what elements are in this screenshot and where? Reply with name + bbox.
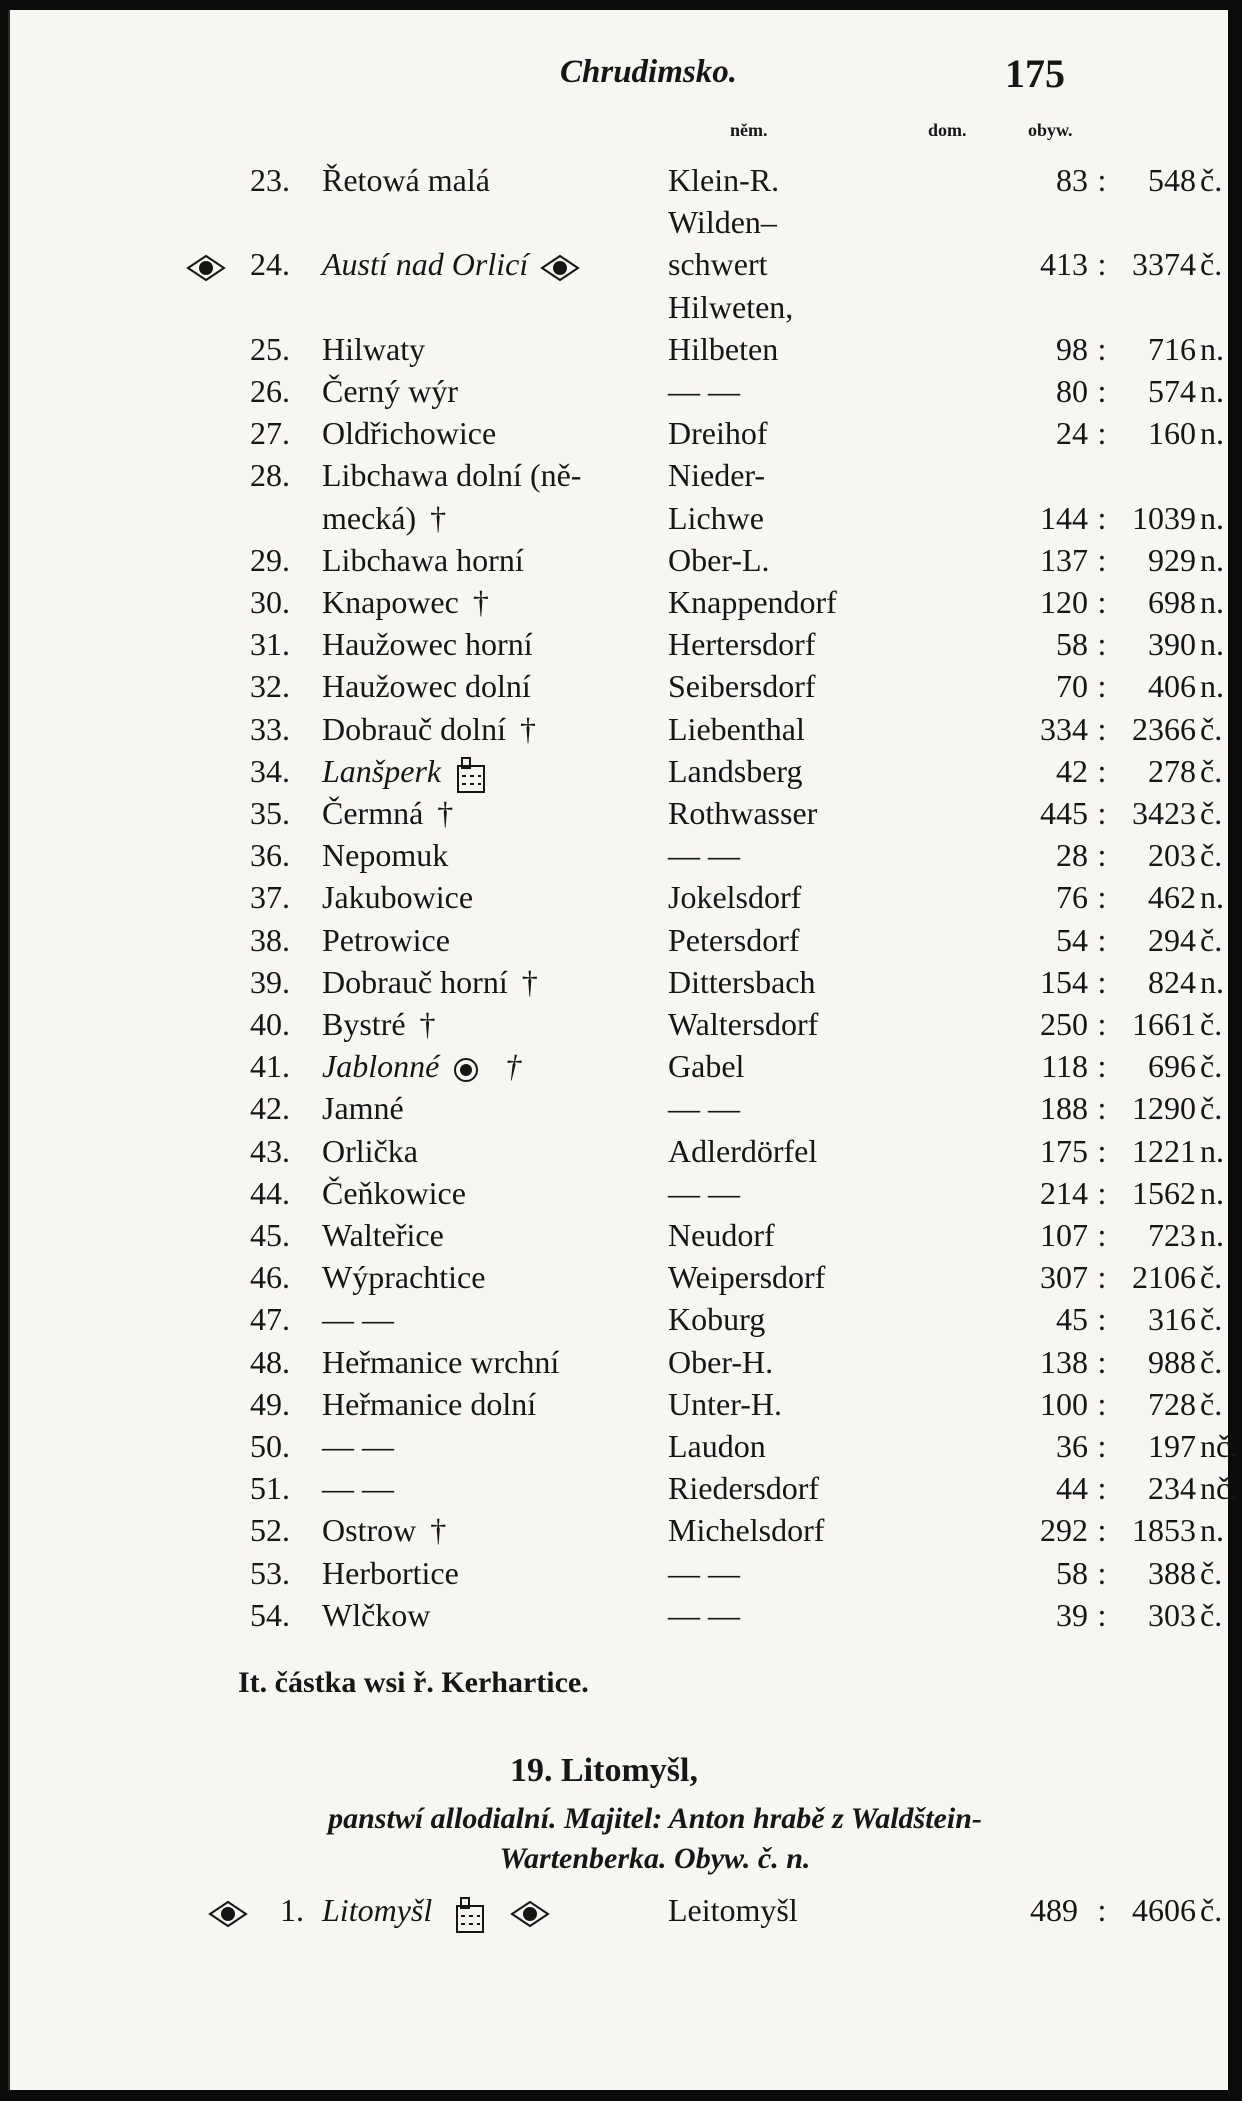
population-count: 548	[1148, 162, 1196, 198]
row-number: 53.	[250, 1554, 290, 1591]
row-number: 31.	[250, 626, 290, 663]
house-count: 107	[1040, 1217, 1088, 1253]
row-number: 48.	[250, 1343, 290, 1380]
population-count: 698	[1148, 584, 1196, 620]
population-count: 1853	[1132, 1512, 1196, 1549]
czech-name: mecká) †	[322, 499, 447, 536]
nationality-suffix: č.	[1200, 837, 1223, 874]
row-number: 38.	[250, 921, 290, 958]
column-header-houses: dom.	[928, 120, 967, 140]
house-count: 154	[1040, 963, 1088, 1000]
house-count: 76	[1056, 879, 1088, 916]
house-count: 83	[1056, 162, 1088, 198]
row-number: 37.	[250, 879, 290, 916]
cross-icon: †	[505, 1048, 522, 1085]
czech-name: Dobrauč horní †	[322, 963, 538, 1000]
population-count: 716	[1148, 330, 1196, 367]
german-name: Unter-H.	[668, 1385, 782, 1422]
house-count: 292	[1040, 1512, 1088, 1549]
czech-name: — —	[322, 1301, 394, 1338]
row-number: 50.	[250, 1428, 290, 1464]
population-count: 197	[1148, 1428, 1196, 1464]
row-number: 35.	[250, 795, 290, 831]
nationality-suffix: n.	[1200, 963, 1224, 1000]
czech-name: Knapowec †	[322, 584, 489, 620]
population-count: 1661	[1132, 1006, 1196, 1042]
czech-name: Lanšperk	[322, 751, 487, 795]
czech-name: Jamné	[322, 1090, 404, 1127]
table-row	[10, 877, 1228, 917]
nationality-suffix: č.	[1200, 795, 1223, 831]
czech-name: Bystré †	[322, 1006, 436, 1042]
ornament-icon	[208, 1890, 248, 1930]
section-entry-german: Leitomyšl	[668, 1892, 798, 1928]
separator: :	[1097, 1090, 1107, 1127]
german-name: Hilweten,	[668, 288, 794, 325]
cross-icon: †	[519, 710, 536, 747]
nationality-suffix: n.	[1200, 541, 1224, 578]
separator: :	[1097, 1892, 1107, 1928]
nationality-suffix: č.	[1200, 1385, 1223, 1422]
section-entry-population: 4606	[1132, 1892, 1196, 1928]
table-row	[10, 835, 1228, 875]
row-number: 47.	[250, 1301, 290, 1338]
german-name: Waltersdorf	[668, 1006, 819, 1042]
house-count: 44	[1056, 1470, 1088, 1507]
house-count: 100	[1040, 1385, 1088, 1422]
german-name: schwert	[668, 246, 768, 283]
house-count: 45	[1056, 1301, 1088, 1338]
nationality-suffix: n.	[1200, 1132, 1224, 1169]
german-name: — —	[668, 837, 740, 874]
german-name: — —	[668, 1090, 740, 1127]
nationality-suffix: č.	[1200, 246, 1223, 283]
row-number: 43.	[250, 1132, 290, 1169]
table-row	[10, 666, 1228, 706]
target-icon	[453, 1057, 479, 1083]
german-name: Koburg	[668, 1301, 766, 1338]
nationality-suffix: č.	[1200, 752, 1223, 789]
separator: :	[1097, 541, 1107, 578]
german-name: Klein-R.	[668, 162, 780, 198]
german-name: Riedersdorf	[668, 1470, 820, 1507]
cross-icon: †	[437, 795, 454, 831]
cross-icon: †	[430, 1512, 447, 1549]
nationality-suffix: n.	[1200, 1512, 1224, 1549]
german-name: Petersdorf	[668, 921, 800, 958]
row-number: 49.	[250, 1385, 290, 1422]
german-name: Liebenthal	[668, 710, 805, 747]
table-row	[10, 1046, 1228, 1086]
population-count: 929	[1148, 541, 1196, 578]
table-row	[10, 751, 1228, 791]
czech-name: Hilwaty	[322, 330, 426, 367]
nationality-suffix: č.	[1200, 162, 1223, 198]
separator: :	[1097, 710, 1107, 747]
nationality-suffix: č.	[1200, 1006, 1223, 1042]
house-count: 214	[1040, 1174, 1088, 1211]
row-number: 34.	[250, 752, 290, 789]
cross-icon: †	[419, 1006, 436, 1042]
section-entry-houses: 489	[1030, 1892, 1078, 1928]
house-count: 58	[1056, 626, 1088, 663]
german-name: Weipersdorf	[668, 1259, 826, 1296]
row-number: 33.	[250, 710, 290, 747]
row-number: 27.	[250, 415, 290, 452]
table-row	[10, 1131, 1228, 1171]
separator: :	[1097, 1470, 1107, 1507]
house-count: 36	[1056, 1428, 1088, 1464]
separator: :	[1097, 584, 1107, 620]
german-name: Ober-H.	[668, 1343, 774, 1380]
section-description-line-2: Wartenberka. Obyw. č. n.	[499, 1842, 811, 1875]
column-header-inhabitants: obyw.	[1028, 120, 1073, 140]
german-name: Michelsdorf	[668, 1512, 825, 1549]
table-row	[10, 1004, 1228, 1044]
population-count: 234	[1148, 1470, 1196, 1507]
row-number: 26.	[250, 373, 290, 409]
separator: :	[1097, 1596, 1107, 1633]
german-name: Dreihof	[668, 415, 768, 452]
row-number: 41.	[250, 1048, 290, 1085]
czech-name: Wýprachtice	[322, 1259, 486, 1296]
separator: :	[1097, 1048, 1107, 1085]
cross-icon: †	[472, 584, 489, 620]
population-count: 303	[1148, 1596, 1196, 1633]
czech-name: Čeňkowice	[322, 1174, 466, 1211]
separator: :	[1097, 415, 1107, 452]
table-row	[10, 413, 1228, 453]
separator: :	[1097, 963, 1107, 1000]
row-number: 36.	[250, 837, 290, 874]
cross-icon: †	[521, 963, 538, 1000]
table-row	[10, 1553, 1228, 1593]
house-count: 118	[1041, 1048, 1088, 1085]
separator: :	[1097, 921, 1107, 958]
czech-name: Čermná †	[322, 795, 454, 831]
separator: :	[1097, 837, 1107, 874]
population-count: 2106	[1132, 1259, 1196, 1296]
house-count: 175	[1040, 1132, 1088, 1169]
czech-name: Orlička	[322, 1132, 418, 1169]
section-description-line-1: panstwí allodialní. Majitel: Anton hrabě z Waldštein-	[328, 1802, 982, 1835]
czech-name: Řetowá malá	[322, 162, 490, 198]
nationality-suffix: č.	[1200, 1259, 1223, 1296]
german-name: Hertersdorf	[668, 626, 816, 663]
separator: :	[1097, 499, 1107, 536]
table-row	[10, 1426, 1239, 1466]
section-entry-row	[10, 1890, 1228, 1930]
nationality-suffix: nč.	[1200, 1428, 1239, 1464]
separator: :	[1097, 1385, 1107, 1422]
population-count: 2366	[1132, 710, 1196, 747]
house-count: 80	[1056, 373, 1088, 409]
population-count: 696	[1148, 1048, 1196, 1085]
separator: :	[1097, 668, 1107, 705]
row-number: 42.	[250, 1090, 290, 1127]
row-number: 40.	[250, 1006, 290, 1042]
row-number: 32.	[250, 668, 290, 705]
separator: :	[1097, 795, 1107, 831]
page-number: 175	[1005, 51, 1065, 96]
row-number: 24.	[250, 246, 290, 283]
table-row	[10, 287, 1228, 327]
czech-name: Černý wýr	[322, 373, 458, 409]
german-name: Wilden–	[668, 204, 777, 241]
table-row	[10, 582, 1228, 622]
table-row	[10, 1088, 1228, 1128]
cross-icon: †	[430, 499, 447, 536]
house-count: 70	[1056, 668, 1088, 705]
nationality-suffix: n.	[1200, 626, 1224, 663]
czech-name: Oldřichowice	[322, 415, 497, 452]
population-count: 1562	[1132, 1174, 1196, 1211]
population-count: 3423	[1132, 795, 1196, 831]
czech-name: Walteřice	[322, 1217, 444, 1253]
section-entry-czech: Litomyšl	[322, 1890, 550, 1934]
population-count: 824	[1148, 963, 1196, 1000]
house-count: 137	[1040, 541, 1088, 578]
table-row	[10, 793, 1228, 833]
house-count: 138	[1040, 1343, 1088, 1380]
czech-name: — —	[322, 1428, 394, 1464]
czech-name: Jakubowice	[322, 879, 474, 916]
population-count: 988	[1148, 1343, 1196, 1380]
table-row	[10, 540, 1228, 580]
row-number: 29.	[250, 541, 290, 578]
table-row	[10, 1384, 1228, 1424]
row-number: 52.	[250, 1512, 290, 1549]
row-number: 30.	[250, 584, 290, 620]
population-count: 390	[1148, 626, 1196, 663]
german-name: Landsberg	[668, 752, 803, 789]
separator: :	[1097, 1301, 1107, 1338]
table-row	[10, 455, 1228, 495]
nationality-suffix: n.	[1200, 584, 1224, 620]
czech-name: Dobrauč dolní †	[322, 710, 536, 747]
separator: :	[1097, 1554, 1107, 1591]
row-number: 54.	[250, 1596, 290, 1633]
table-row	[10, 160, 1228, 200]
section-title: 19. Litomyšl,	[510, 1752, 698, 1789]
czech-name: — —	[322, 1470, 394, 1507]
table-row	[10, 371, 1228, 411]
nationality-suffix: n.	[1200, 373, 1224, 409]
house-count: 413	[1040, 246, 1088, 283]
nationality-suffix: č.	[1200, 1343, 1223, 1380]
german-name: — —	[668, 373, 740, 409]
population-count: 462	[1148, 879, 1196, 916]
separator: :	[1097, 752, 1107, 789]
population-count: 1290	[1132, 1090, 1196, 1127]
german-name: Hilbeten	[668, 330, 779, 367]
nationality-suffix: č.	[1200, 1554, 1223, 1591]
nationality-suffix: n.	[1200, 1217, 1224, 1253]
house-count: 98	[1056, 330, 1088, 367]
czech-name: Heřmanice dolní	[322, 1385, 537, 1422]
separator: :	[1097, 1174, 1107, 1211]
nationality-suffix: n.	[1200, 330, 1224, 367]
ornament-icon	[186, 244, 226, 284]
german-name: — —	[668, 1174, 740, 1211]
german-name: Laudon	[668, 1428, 766, 1464]
nationality-suffix: n.	[1200, 879, 1224, 916]
row-number: 39.	[250, 963, 290, 1000]
czech-name: Libchawa dolní (ně-	[322, 457, 582, 494]
house-count: 188	[1040, 1090, 1088, 1127]
separator: :	[1097, 1343, 1107, 1380]
house-count: 445	[1040, 795, 1088, 831]
separator: :	[1097, 246, 1107, 283]
german-name: Rothwasser	[668, 795, 818, 831]
separator: :	[1097, 1428, 1107, 1464]
row-number: 28.	[250, 457, 290, 494]
separator: :	[1097, 626, 1107, 663]
population-count: 316	[1148, 1301, 1196, 1338]
separator: :	[1097, 162, 1107, 198]
nationality-suffix: č.	[1200, 1596, 1223, 1633]
czech-name: Petrowice	[322, 921, 450, 958]
table-row	[10, 498, 1228, 538]
section-entry-suffix: č.	[1200, 1892, 1223, 1928]
german-name: Jokelsdorf	[668, 879, 802, 916]
population-count: 728	[1148, 1385, 1196, 1422]
german-name: — —	[668, 1554, 740, 1591]
table-row	[10, 920, 1228, 960]
nationality-suffix: nč.	[1200, 1470, 1239, 1507]
footnote: It. částka wsi ř. Kerhartice.	[238, 1666, 589, 1699]
separator: :	[1097, 1512, 1107, 1549]
separator: :	[1097, 373, 1107, 409]
ornament-icon	[540, 252, 580, 284]
german-name: Adlerdörfel	[668, 1132, 818, 1169]
nationality-suffix: č.	[1200, 1301, 1223, 1338]
nationality-suffix: n.	[1200, 499, 1224, 536]
row-number: 44.	[250, 1174, 290, 1211]
ornament-icon	[510, 1898, 550, 1930]
population-count: 574	[1148, 373, 1196, 409]
german-name: Dittersbach	[668, 963, 816, 1000]
house-count: 144	[1040, 499, 1088, 536]
czech-name: Haužowec dolní	[322, 668, 531, 705]
table-row	[10, 244, 1228, 284]
german-name: — —	[668, 1596, 740, 1633]
czech-name: Herbortice	[322, 1554, 459, 1591]
table-row	[10, 1257, 1228, 1297]
population-count: 203	[1148, 837, 1196, 874]
german-name: Knappendorf	[668, 584, 837, 620]
table-row	[10, 1215, 1228, 1255]
separator: :	[1097, 330, 1107, 367]
nationality-suffix: n.	[1200, 415, 1224, 452]
table-row	[10, 329, 1228, 369]
row-number: 25.	[250, 330, 290, 367]
czech-name: Ostrow †	[322, 1512, 447, 1549]
book-page	[8, 10, 1239, 2090]
house-count: 28	[1056, 837, 1088, 874]
population-count: 723	[1148, 1217, 1196, 1253]
nationality-suffix: n.	[1200, 668, 1224, 705]
house-count: 24	[1056, 415, 1088, 452]
table-row	[10, 1595, 1228, 1635]
row-number: 51.	[250, 1470, 290, 1507]
section-entry-number: 1.	[280, 1892, 304, 1928]
castle-icon	[454, 1894, 486, 1934]
population-count: 1221	[1132, 1132, 1196, 1169]
table-row	[10, 1173, 1228, 1213]
house-count: 39	[1056, 1596, 1088, 1633]
row-number: 23.	[250, 162, 290, 198]
separator: :	[1097, 1006, 1107, 1042]
czech-name: Jablonné †	[322, 1048, 522, 1085]
population-count: 294	[1148, 921, 1196, 958]
separator: :	[1097, 1132, 1107, 1169]
german-name: Nieder-	[668, 457, 766, 494]
house-count: 250	[1040, 1006, 1088, 1042]
row-number: 45.	[250, 1217, 290, 1253]
separator: :	[1097, 1259, 1107, 1296]
table-row	[10, 1510, 1228, 1550]
czech-name: Nepomuk	[322, 837, 449, 874]
house-count: 307	[1040, 1259, 1088, 1296]
castle-icon	[455, 754, 487, 794]
row-number: 46.	[250, 1259, 290, 1296]
house-count: 334	[1040, 710, 1088, 747]
table-row	[10, 624, 1228, 664]
czech-name: Wlčkow	[322, 1596, 431, 1633]
german-name: Seibersdorf	[668, 668, 816, 705]
german-name: Ober-L.	[668, 541, 770, 578]
running-header-place: Chrudimsko.	[560, 54, 737, 90]
population-count: 388	[1148, 1554, 1196, 1591]
population-count: 406	[1148, 668, 1196, 705]
nationality-suffix: č.	[1200, 1048, 1223, 1085]
nationality-suffix: č.	[1200, 710, 1223, 747]
german-name: Neudorf	[668, 1217, 775, 1253]
population-count: 1039	[1132, 499, 1196, 536]
czech-name: Heřmanice wrchní	[322, 1343, 560, 1380]
population-count: 278	[1148, 752, 1196, 789]
czech-name: Haužowec horní	[322, 626, 533, 663]
population-count: 160	[1148, 415, 1196, 452]
table-row	[10, 1299, 1228, 1339]
table-row	[10, 202, 1228, 242]
table-row	[10, 1342, 1228, 1382]
nationality-suffix: n.	[1200, 1174, 1224, 1211]
house-count: 54	[1056, 921, 1088, 958]
population-count: 3374	[1132, 246, 1196, 283]
german-name: Lichwe	[668, 499, 764, 536]
german-name: Gabel	[668, 1048, 745, 1085]
house-count: 42	[1056, 752, 1088, 789]
nationality-suffix: č.	[1200, 1090, 1223, 1127]
table-row	[10, 1468, 1239, 1508]
house-count: 58	[1056, 1554, 1088, 1591]
column-header-german: něm.	[730, 120, 768, 140]
separator: :	[1097, 879, 1107, 916]
table-row	[10, 962, 1228, 1002]
separator: :	[1097, 1217, 1107, 1253]
czech-name: Austí nad Orlicí	[322, 244, 580, 284]
czech-name: Libchawa horní	[322, 541, 524, 578]
nationality-suffix: č.	[1200, 921, 1223, 958]
table-row	[10, 709, 1228, 749]
house-count: 120	[1040, 584, 1088, 620]
